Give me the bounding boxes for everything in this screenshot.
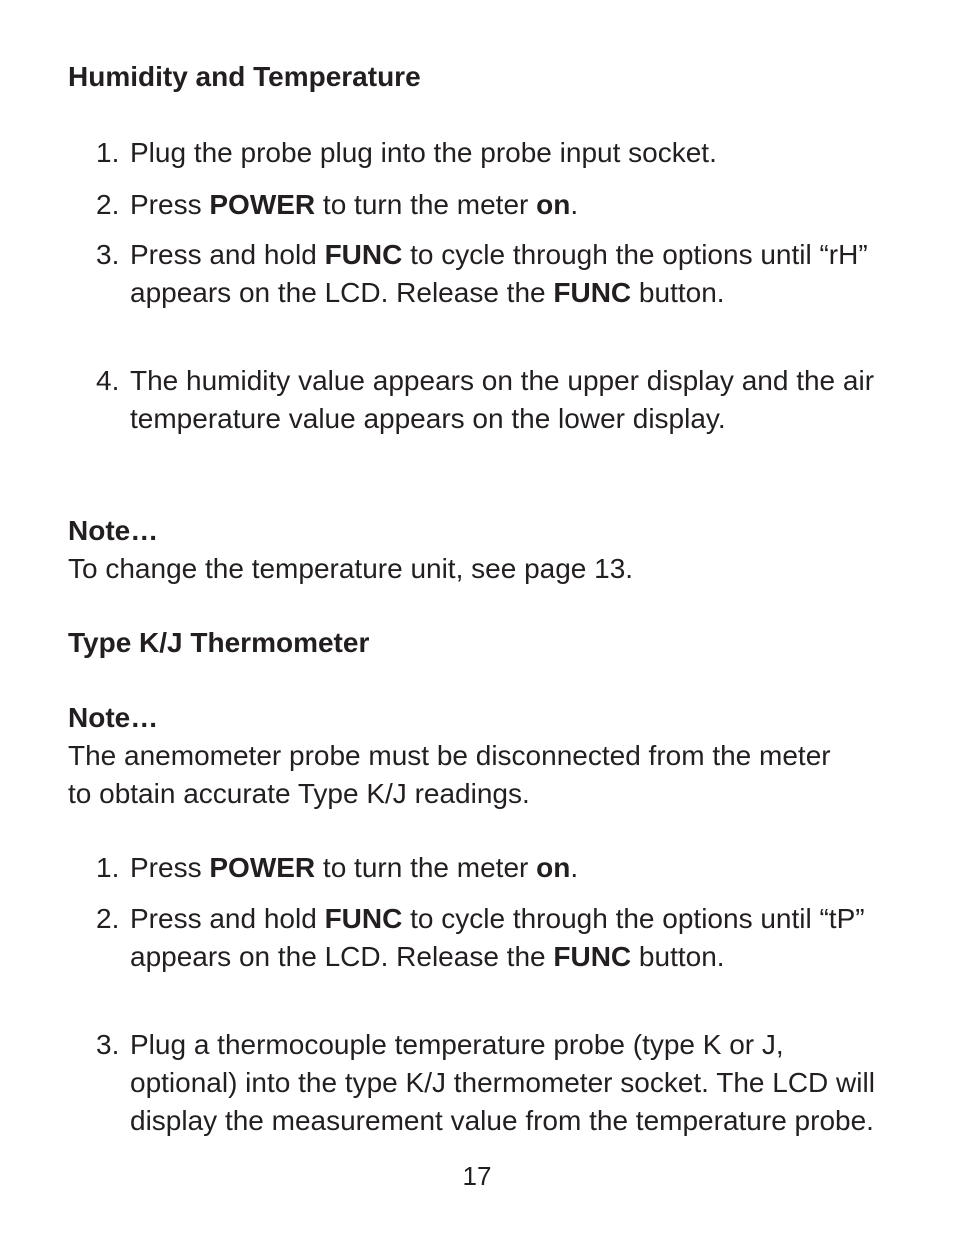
state-on: on: [536, 852, 571, 883]
step-number: 2.: [96, 903, 120, 934]
list-item: [96, 362, 896, 438]
state-on: on: [536, 189, 571, 220]
step-text: Press and hold FUNC to cycle through the options until “tP” appears on the LCD. Release the FUNC button.: [130, 903, 865, 972]
note-label: Note…: [68, 515, 159, 546]
note-label: Note…: [68, 702, 159, 733]
step-number: 3.: [96, 239, 120, 270]
section-title-thermometer: Type K/J Thermometer: [68, 627, 370, 658]
list-item: [96, 1026, 896, 1140]
note-text: To change the temperature unit, see page 13.: [68, 553, 634, 584]
section-title-humidity: Humidity and Temperature: [68, 61, 421, 92]
note-block: [68, 699, 858, 813]
list-item: [96, 236, 896, 312]
list-item: [96, 134, 896, 172]
step-number: 1.: [96, 137, 120, 168]
step-text: Press POWER to turn the meter on.: [130, 852, 579, 883]
button-name-func: FUNC: [553, 277, 632, 308]
button-name-power: POWER: [209, 189, 316, 220]
list-item: [96, 186, 896, 224]
list-item: [96, 849, 896, 887]
step-number: 3.: [96, 1029, 120, 1060]
step-number: 2.: [96, 189, 120, 220]
step-number: 4.: [96, 365, 120, 396]
step-text: Press POWER to turn the meter on.: [130, 189, 579, 220]
button-name-func: FUNC: [553, 941, 632, 972]
step-text: The humidity value appears on the upper display and the air temperature value appears on the lower display.: [130, 365, 875, 434]
step-number: 1.: [96, 852, 120, 883]
page-number: 17: [462, 1161, 492, 1191]
note-text: The anemometer probe must be disconnected from the meter to obtain accurate Type K/J readings.: [68, 740, 831, 809]
list-item: [96, 900, 896, 976]
step-text: Plug a thermocouple temperature probe (type K or J, optional) into the type K/J thermometer socket. The LCD will display the measurement value from the temperature probe.: [130, 1029, 875, 1136]
button-name-func: FUNC: [324, 239, 403, 270]
step-text: Press and hold FUNC to cycle through the options until “rH” appears on the LCD. Release the FUNC button.: [130, 239, 868, 308]
button-name-func: FUNC: [324, 903, 403, 934]
step-text: Plug the probe plug into the probe input socket.: [130, 137, 717, 168]
note-block: [68, 512, 633, 588]
button-name-power: POWER: [209, 852, 316, 883]
